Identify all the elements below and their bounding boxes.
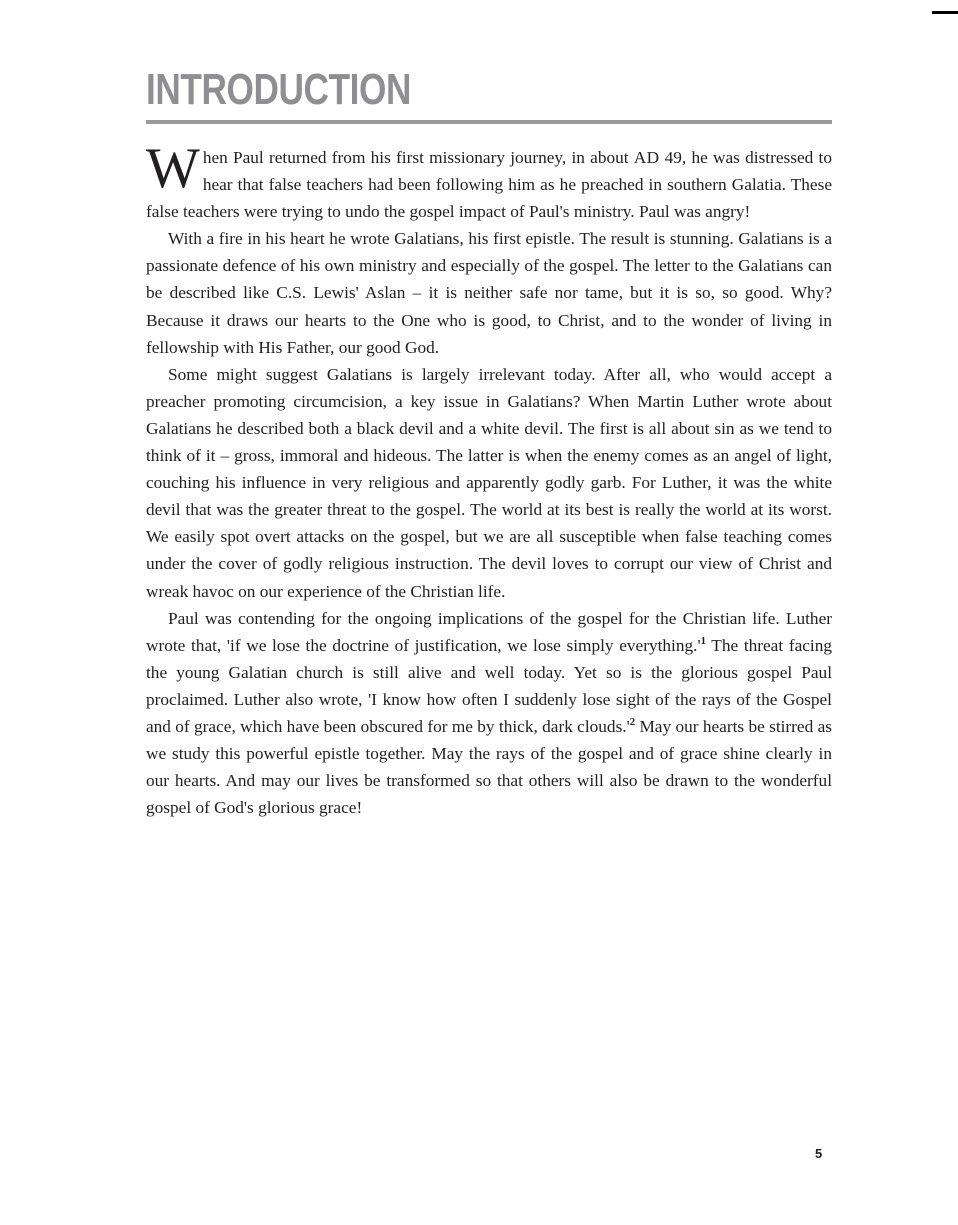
paragraph-3: Some might suggest Galatians is largely irrelevant today. After all, who would accept a preacher promoting circumcision, a key issue in Galatians? When Martin Luther wrote about Galatians he described both a black devil and a white devil. The first is all about sin as we tend to think of it – gross, immoral and hideous. The latter is when the enemy comes as an angel of light, couching his influence in very religious and apparently godly garb. For Luther, it was the white devil that was the greater threat to the gospel. The world at its best is really the world at its worst. We easily spot overt attacks on the gospel, but we are all susceptible when false teaching comes under the cover of godly religious instruction. The devil loves to corrupt our view of Christ and wreak havoc on our experience of the Christian life. <box>146 364 832 601</box>
trim-mark-icon <box>932 11 958 14</box>
footnote-marker-2[interactable]: 2 <box>629 716 636 729</box>
page-number: 5 <box>815 1146 823 1161</box>
paragraph-1-text-a: hen Paul returned from his first missionary journey, in about <box>202 148 634 167</box>
era-abbreviation: AD <box>633 148 660 167</box>
paragraph-1: W hen Paul returned from his first missionary journey, in about AD 49, he was distressed to hear that false teachers had been following him as he preached in southern Galatia. These false teachers were trying to undo the gospel impact of Paul's ministry. Paul was angry! <box>146 137 832 222</box>
paragraph-1-text-b: 49, he was distressed to hear that false teachers had been following him as he preached in southern Galatia. These false teachers were trying to undo the gospel impact of Paul's ministry. Paul was angry! <box>146 148 832 222</box>
paragraph-4 <box>146 605 832 822</box>
page-title: INTRODUCTION <box>146 65 412 114</box>
paragraph-4-text-a: Paul was contending for the ongoing implications of the gospel for the Christian life. Luther wrote that, 'if we lose the doctrine of justification, we lose simply everything.' <box>146 608 832 655</box>
page-content <box>146 0 832 821</box>
paragraph-2: With a fire in his heart he wrote Galatians, his first epistle. The result is stunning. Galatians is a passionate defence of his own ministry and especially of the gospel. The letter to the Galatians can be described like C.S. Lewis' Aslan – it is neither safe nor tame, but it is so, so good. Why? Because it draws our hearts to the One who is good, to Christ, and to the wonder of living in fellowship with His Father, our good God. <box>146 229 832 357</box>
paragraph-4-text-b: The threat facing the young Galatian church is still alive and well today. Yet so is the glorious gospel Paul proclaimed. Luther also wrote, 'I know how often I suddenly lose sight of the rays of the Gospel and of grace, which have been obscured for me by thick, dark clouds.' <box>146 635 832 736</box>
footnote-marker-1[interactable]: 1 <box>700 634 706 647</box>
title-divider <box>146 120 832 124</box>
paragraph-4-text-c: May our hearts be stirred as we study this powerful epistle together. May the rays of the gospel and of grace shine clearly in our hearts. And may our lives be transformed so that others will also be drawn to the wonderful gospel of God's glorious grace! <box>146 716 832 818</box>
